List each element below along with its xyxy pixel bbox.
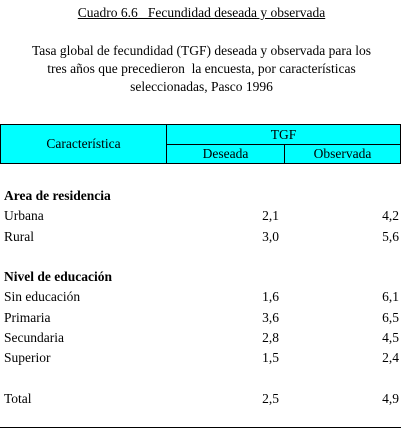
caption-text: Cuadro 6.6 Fecundidad deseada y observada <box>77 5 326 20</box>
header-observed: Observada <box>313 146 372 161</box>
header-desired: Deseada <box>167 145 285 163</box>
section-title-text: Nivel de educación <box>4 269 112 284</box>
table-row <box>0 309 403 327</box>
row-label: Urbana <box>4 208 44 223</box>
row-observed: 2,4 <box>382 350 399 365</box>
row-desired: 3,0 <box>262 229 279 244</box>
table-row <box>0 349 403 367</box>
subtitle-line: tres años que precedieron la encuesta, por características <box>47 61 356 76</box>
section-title-text: Area de residencia <box>4 188 111 203</box>
table-subtitle <box>0 42 403 96</box>
total-label: Total <box>4 391 32 406</box>
row-desired: 2,8 <box>262 330 279 345</box>
row-desired: 1,6 <box>262 289 279 304</box>
row-label: Superior <box>4 350 51 365</box>
subtitle-line: Tasa global de fecundidad (TGF) deseada y observada para los <box>31 43 372 58</box>
table-row <box>0 228 403 246</box>
total-desired: 2,5 <box>262 391 279 406</box>
table-row <box>0 288 403 306</box>
row-observed: 4,5 <box>382 330 399 345</box>
row-desired: 3,6 <box>262 310 279 325</box>
bottom-rule <box>0 427 401 428</box>
row-observed: 6,1 <box>382 289 399 304</box>
row-label: Primaria <box>4 310 51 325</box>
row-desired: 1,5 <box>262 350 279 365</box>
table-row <box>0 207 403 225</box>
table-row <box>0 329 403 347</box>
row-observed: 5,6 <box>382 229 399 244</box>
section-title <box>0 187 403 205</box>
header-tgf: TGF <box>167 125 400 145</box>
row-label: Sin educación <box>4 289 81 304</box>
row-observed: 4,2 <box>382 208 399 223</box>
total-observed: 4,9 <box>382 391 399 406</box>
row-label: Secundaria <box>4 330 64 345</box>
section-title <box>0 268 403 286</box>
table-caption <box>0 5 403 21</box>
subtitle-line: seleccionadas, Pasco 1996 <box>130 79 273 94</box>
row-desired: 2,1 <box>262 208 279 223</box>
row-observed: 6,5 <box>382 310 399 325</box>
total-row <box>0 390 403 408</box>
table-header <box>0 124 401 164</box>
header-characteristic: Característica <box>1 125 167 163</box>
row-label: Rural <box>4 229 34 244</box>
